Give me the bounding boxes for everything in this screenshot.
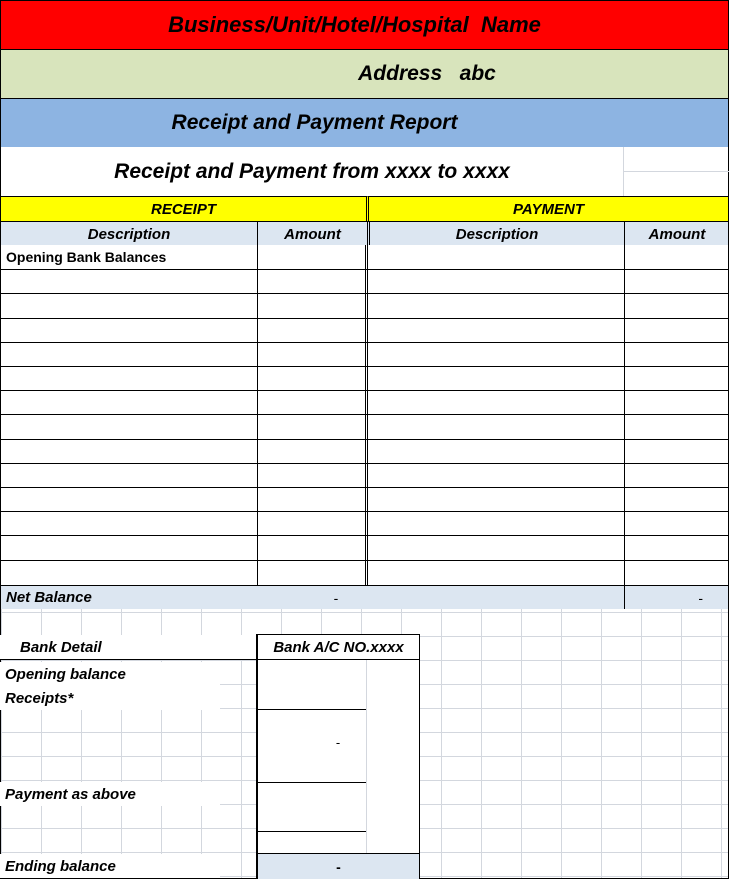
- report-title: Receipt and Payment Report: [171, 111, 458, 134]
- receipts-label: Receipts*: [0, 686, 220, 710]
- payment-as-above-label: Payment as above: [0, 782, 220, 806]
- receipt-description-header: Description: [87, 225, 171, 243]
- period-side-cell: [623, 147, 729, 197]
- table-row: [1, 318, 728, 319]
- net-payment-value: -: [624, 586, 729, 609]
- bank-detail-title-cell: [0, 635, 256, 660]
- table-row: [1, 269, 728, 270]
- table-row: [1, 414, 728, 415]
- bank-account-header: Bank A/C NO.xxxx: [258, 635, 419, 660]
- net-balance-label: Net Balance: [6, 589, 92, 606]
- period-text: Receipt and Payment from xxxx to xxxx: [114, 160, 510, 183]
- table-row: [1, 487, 728, 488]
- ending-balance-value-cell: [258, 853, 419, 879]
- bank-subtotal-value: -: [335, 735, 341, 750]
- table-row: [1, 439, 728, 440]
- net-receipt-value: -: [333, 589, 339, 606]
- opening-bank-balances-label: Opening Bank Balances: [6, 249, 167, 265]
- receipt-section-header: [0, 196, 366, 222]
- ending-balance-label: Ending balance: [0, 854, 220, 878]
- net-balance-row: [0, 585, 729, 610]
- address: Address abc: [358, 62, 496, 85]
- period-row: [0, 147, 729, 197]
- receipt-header-text: RECEIPT: [150, 200, 216, 218]
- table-row: [1, 390, 728, 391]
- table-row: [1, 342, 728, 343]
- transaction-table-body: [0, 245, 729, 586]
- receipt-amount-header: Amount: [257, 222, 367, 246]
- table-row: [1, 511, 728, 512]
- table-row: [1, 293, 728, 294]
- payment-section-header: [366, 196, 729, 222]
- payment-amount-header: Amount: [624, 222, 729, 246]
- address-band: [0, 49, 729, 99]
- business-name: Business/Unit/Hotel/Hospital Name: [168, 12, 541, 37]
- column-header-row: [0, 221, 729, 246]
- table-row: [1, 535, 728, 536]
- bank-detail-title: Bank Detail: [20, 638, 102, 656]
- table-row: [1, 560, 728, 561]
- ending-balance-value: -: [336, 858, 341, 875]
- table-row: [1, 463, 728, 464]
- bank-account-box: [256, 634, 420, 879]
- business-name-band: [0, 0, 729, 50]
- payment-description-header: Description: [367, 222, 624, 246]
- opening-balance-label: Opening balance: [0, 662, 220, 686]
- table-row: [1, 366, 728, 367]
- report-title-band: [0, 98, 729, 148]
- payment-header-text: PAYMENT: [512, 200, 585, 218]
